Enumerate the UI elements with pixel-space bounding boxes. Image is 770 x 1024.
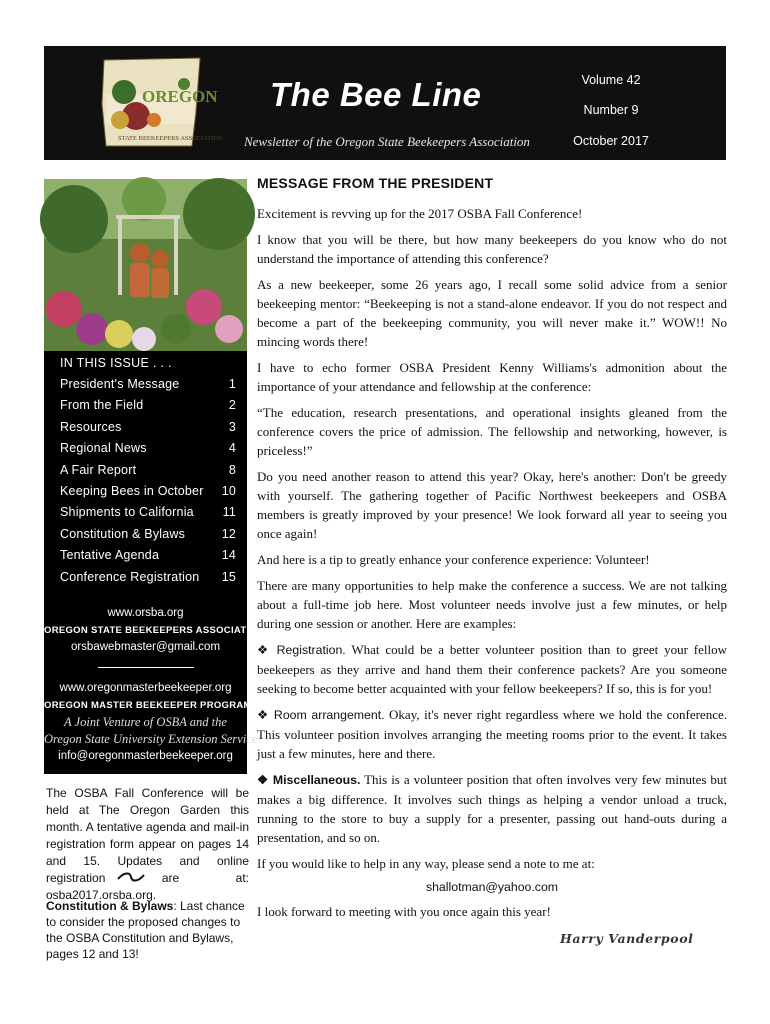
org-name: OREGON STATE BEEKEEPERS ASSOCIATION xyxy=(44,625,265,636)
toc-item[interactable] xyxy=(60,438,240,459)
toc-page: 1 xyxy=(228,377,236,391)
toc-page: 3 xyxy=(228,419,236,434)
master-website-link[interactable]: www.oregonmasterbeekeeper.org xyxy=(59,682,232,694)
conference-note: The OSBA Fall Conference will be held at The Oregon Garden this month. A tentative agenda and mail-in registration form appear on pages 14 and 15. Updates and online registration are at: osba2017.orsba.org. xyxy=(46,786,249,902)
extension-service-line: Oregon State University Extension Service xyxy=(44,732,258,746)
paragraph: Excitement is revving up for the 2017 OSBA Fall Conference! xyxy=(257,206,583,221)
toc-item[interactable] xyxy=(60,481,240,502)
table-of-contents xyxy=(60,374,240,588)
logo-text: OREGON xyxy=(142,87,218,106)
newsletter-subtitle: Newsletter of the Oregon State Beekeepers Association xyxy=(244,134,530,149)
bullet-label: ❖ Registration. xyxy=(257,643,346,657)
bylaws-note-label: Constitution & Bylaws xyxy=(46,899,174,913)
toc-page: 12 xyxy=(221,526,236,541)
oregon-logo xyxy=(96,54,223,150)
toc-title: Conference Registration xyxy=(60,569,200,584)
toc-item[interactable] xyxy=(60,545,240,566)
toc-item[interactable] xyxy=(60,460,240,481)
newsletter-title: The Bee Line xyxy=(270,76,482,113)
toc-title: A Fair Report xyxy=(60,462,137,477)
master-program-name: OREGON MASTER BEEKEEPER PROGRAM xyxy=(44,700,252,711)
toc-item[interactable] xyxy=(60,567,240,588)
paragraph: And here is a tip to greatly enhance your conference experience: Volunteer! xyxy=(257,552,650,567)
paragraph: If you would like to help in any way, please send a note to me at: xyxy=(257,856,595,871)
in-this-issue-heading: IN THIS ISSUE . . . xyxy=(60,356,172,370)
paragraph: I know that you will be there, but how many beekeepers do you know who do not understand the importance of attending this conference? xyxy=(257,232,727,266)
toc-title: Shipments to California xyxy=(60,505,194,520)
toc-page: 8 xyxy=(228,462,236,477)
bylaws-note xyxy=(46,898,249,962)
bullet-text: Okay, it's never right regardless where we hold the conference. This volunteer position involves arranging the meeting rooms prior to the event. It takes just a few minutes, here and there. xyxy=(257,707,727,761)
bylaws-note-text: : Last chance to consider the proposed changes to the OSBA Constitution and Bylaws, pages 12 and 13! xyxy=(46,899,245,961)
ornament-swirl xyxy=(116,870,146,884)
paragraph: I have to echo former OSBA President Kenny Williams's admonition about the importance of your attendance and fellowship at the conference: xyxy=(257,360,727,394)
bullet-miscellaneous xyxy=(257,770,727,847)
joint-venture-line: A Joint Venture of OSBA and the xyxy=(64,715,227,729)
masthead xyxy=(44,46,726,160)
president-email-link[interactable]: shallotman@yahoo.com xyxy=(425,880,559,894)
webmaster-email-link[interactable]: orsbawebmaster@gmail.com xyxy=(70,641,221,653)
logo-subtext: STATE BEEKEEPERS ASSOCIATION xyxy=(118,135,223,142)
bullet-registration xyxy=(257,640,727,698)
toc-item[interactable] xyxy=(60,524,240,545)
paragraph: I look forward to meeting with you once again this year! xyxy=(257,904,551,919)
toc-item[interactable] xyxy=(60,502,240,523)
contact-info xyxy=(44,605,265,765)
bullet-text: This is a volunteer position that often involves very few minutes but makes a big difference. It involves such things as helping a vendor unload a truck, running to the store to buy a supply for a presenter, passing out hand-outs during a presentation, and so on. xyxy=(257,772,727,845)
toc-title: Constitution & Bylaws xyxy=(60,526,186,541)
paragraph: “The education, research presentations, and operational insights gleaned from the conference covers the price of admission. The fellowship and networking, however, is priceless!” xyxy=(257,405,727,458)
toc-title: Resources xyxy=(60,419,122,434)
paragraph: As a new beekeeper, some 26 years ago, I recall some solid advice from a senior beekeeping mentor: “Beekeeping is not a stand-alone endeavor. If you do not respect and become a part of the beekeeping community, you will never make it.” WOW!! No mincing words there! xyxy=(257,277,727,349)
section-title: MESSAGE FROM THE PRESIDENT xyxy=(257,175,494,191)
toc-page: 15 xyxy=(221,569,236,584)
toc-item[interactable] xyxy=(60,395,240,416)
toc-title: From the Field xyxy=(60,398,144,413)
toc-page: 2 xyxy=(228,398,236,413)
date-label: October 2017 xyxy=(573,134,649,148)
toc-item[interactable] xyxy=(60,417,240,438)
signature: Harry Vanderpool xyxy=(560,931,694,946)
divider xyxy=(98,667,194,668)
toc-title: President's Message xyxy=(60,377,180,391)
bullet-label: ❖ Room arrangement. xyxy=(257,708,385,722)
toc-title: Keeping Bees in October xyxy=(60,483,204,498)
number-label: Number 9 xyxy=(583,103,639,117)
bullet-label: ❖ Miscellaneous. xyxy=(257,773,361,787)
garden-photo xyxy=(44,179,247,351)
volume-label: Volume 42 xyxy=(581,73,641,87)
toc-title: Tentative Agenda xyxy=(60,548,160,563)
master-email-link[interactable]: info@oregonmasterbeekeeper.org xyxy=(58,750,233,762)
toc-page: 10 xyxy=(221,483,236,498)
sidebar xyxy=(44,179,265,774)
website-link[interactable]: www.orsba.org xyxy=(107,607,184,619)
toc-page: 4 xyxy=(228,441,236,456)
bullet-text: What could be a better volunteer position than to greet your fellow beekeepers as they arrive and hand them their conference packets? Are you someone seeking to become better acquainted with your fellow beekeepers? If so, this is for you! xyxy=(257,642,727,696)
bullet-room-arrangement xyxy=(257,705,727,763)
toc-title: Regional News xyxy=(60,441,147,456)
toc-page: 11 xyxy=(222,505,236,520)
toc-page: 14 xyxy=(221,548,236,563)
president-message xyxy=(257,175,727,928)
paragraph: Do you need another reason to attend this year? Okay, here's another: Don't be greedy with yourself. The gathering together of Pacific Northwest beekeepers and OSBA members is greatly improved by your presence! We look forward all year to seeing you once again! xyxy=(257,469,727,541)
paragraph: There are many opportunities to help make the conference a success. We are not talking about a full-time job here. Most volunteer needs involve just a few minutes, or help during one session or another. Here are examples: xyxy=(257,578,727,631)
toc-item[interactable] xyxy=(60,374,240,395)
